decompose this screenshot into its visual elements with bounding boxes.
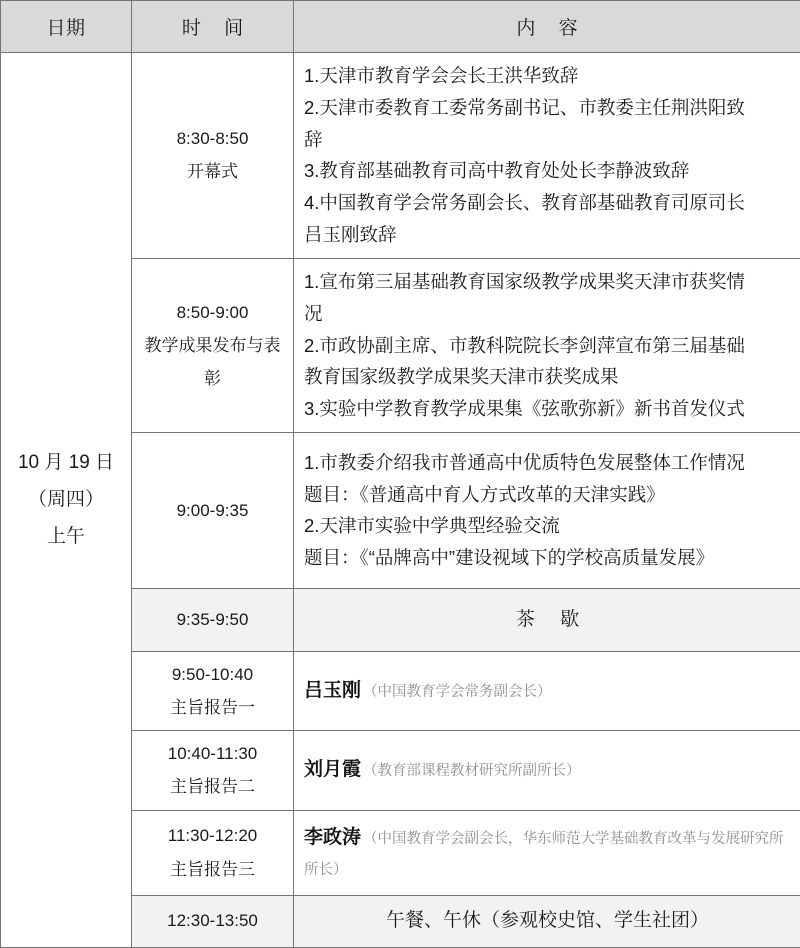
content-line: 2.市政协副主席、市教科院院长李剑萍宣布第三届基础 [304, 330, 791, 362]
content-cell [294, 651, 800, 730]
content-line: 1.市教委介绍我市普通高中优质特色发展整体工作情况 [304, 447, 791, 479]
time-cell [132, 53, 294, 259]
time-cell [132, 810, 294, 895]
time-cell [132, 258, 294, 432]
time-title: 主旨报告二 [140, 770, 285, 803]
time-title: 主旨报告三 [140, 853, 285, 886]
content-cell [294, 432, 800, 588]
content-line: 4.中国教育学会常务副会长、教育部基础教育司原司长 [304, 187, 791, 219]
column-header-content [294, 1, 800, 53]
column-header-content-label: 内 容 [507, 18, 586, 39]
content-line: 2.天津市实验中学典型经验交流 [304, 510, 791, 542]
date-line-weekday: （周四） [5, 481, 127, 518]
header-row [1, 1, 800, 53]
content-cell [294, 588, 800, 651]
table-row [1, 53, 800, 259]
content-line: 3.教育部基础教育司高中教育处处长李静波致辞 [304, 155, 791, 187]
speaker-affiliation: （中国教育学会副会长，华东师范大学基础教育改革与发展研究所所长） [304, 831, 784, 879]
time-range: 10:40-11:30 [140, 737, 285, 770]
speaker-affiliation: （教育部课程教材研究所副所长） [363, 763, 581, 779]
time-range: 11:30-12:20 [140, 819, 285, 852]
time-range: 9:50-10:40 [140, 658, 285, 691]
time-title: 教学成果发布与表彰 [140, 329, 285, 395]
date-line-period: 上午 [5, 518, 127, 555]
time-range: 9:35-9:50 [140, 603, 285, 636]
break-label: 茶 歇 [506, 609, 589, 630]
content-line: 况 [304, 298, 791, 330]
content-cell [294, 53, 800, 259]
content-cell [294, 258, 800, 432]
content-line: 2.天津市委教育工委常务副书记、市教委主任荆洪阳致 [304, 92, 791, 124]
content-line: 题目：《普通高中育人方式改革的天津实践》 [304, 479, 791, 511]
lunch-label: 午餐、午休（参观校史馆、学生社团） [386, 910, 709, 931]
content-cell [294, 810, 800, 895]
time-range: 8:30-8:50 [140, 122, 285, 155]
content-line: 教育国家级教学成果奖天津市获奖成果 [304, 361, 791, 393]
content-line: 3.实验中学教育教学成果集《弦歌弥新》新书首发仪式 [304, 393, 791, 425]
time-title: 主旨报告一 [140, 691, 285, 724]
content-line: 吕玉刚致辞 [304, 219, 791, 251]
time-range: 12:30-13:50 [140, 904, 285, 937]
speaker-name: 吕玉刚 [304, 680, 361, 701]
content-cell [294, 731, 800, 810]
time-cell [132, 895, 294, 947]
content-line: 题目：《“品牌高中”建设视域下的学校高质量发展》 [304, 542, 791, 574]
speaker-affiliation: （中国教育学会常务副会长） [363, 684, 552, 700]
table-body [1, 53, 800, 948]
table-header [1, 1, 800, 53]
time-cell [132, 731, 294, 810]
time-cell [132, 588, 294, 651]
time-cell [132, 651, 294, 730]
column-header-time-label: 时 间 [173, 18, 252, 39]
content-line: 辞 [304, 124, 791, 156]
column-header-date: 日期 [1, 1, 132, 53]
date-line-day: 10 月 19 日 [5, 444, 127, 481]
time-title: 开幕式 [140, 155, 285, 188]
content-cell [294, 895, 800, 947]
content-line: 1.宣布第三届基础教育国家级教学成果奖天津市获奖情 [304, 266, 791, 298]
column-header-time [132, 1, 294, 53]
date-cell [1, 53, 132, 948]
speaker-name: 刘月霞 [304, 759, 361, 780]
content-line: 1.天津市教育学会会长王洪华致辞 [304, 60, 791, 92]
time-range: 9:00-9:35 [140, 494, 285, 527]
time-range: 8:50-9:00 [140, 296, 285, 329]
speaker-name: 李政涛 [304, 827, 361, 848]
time-cell [132, 432, 294, 588]
